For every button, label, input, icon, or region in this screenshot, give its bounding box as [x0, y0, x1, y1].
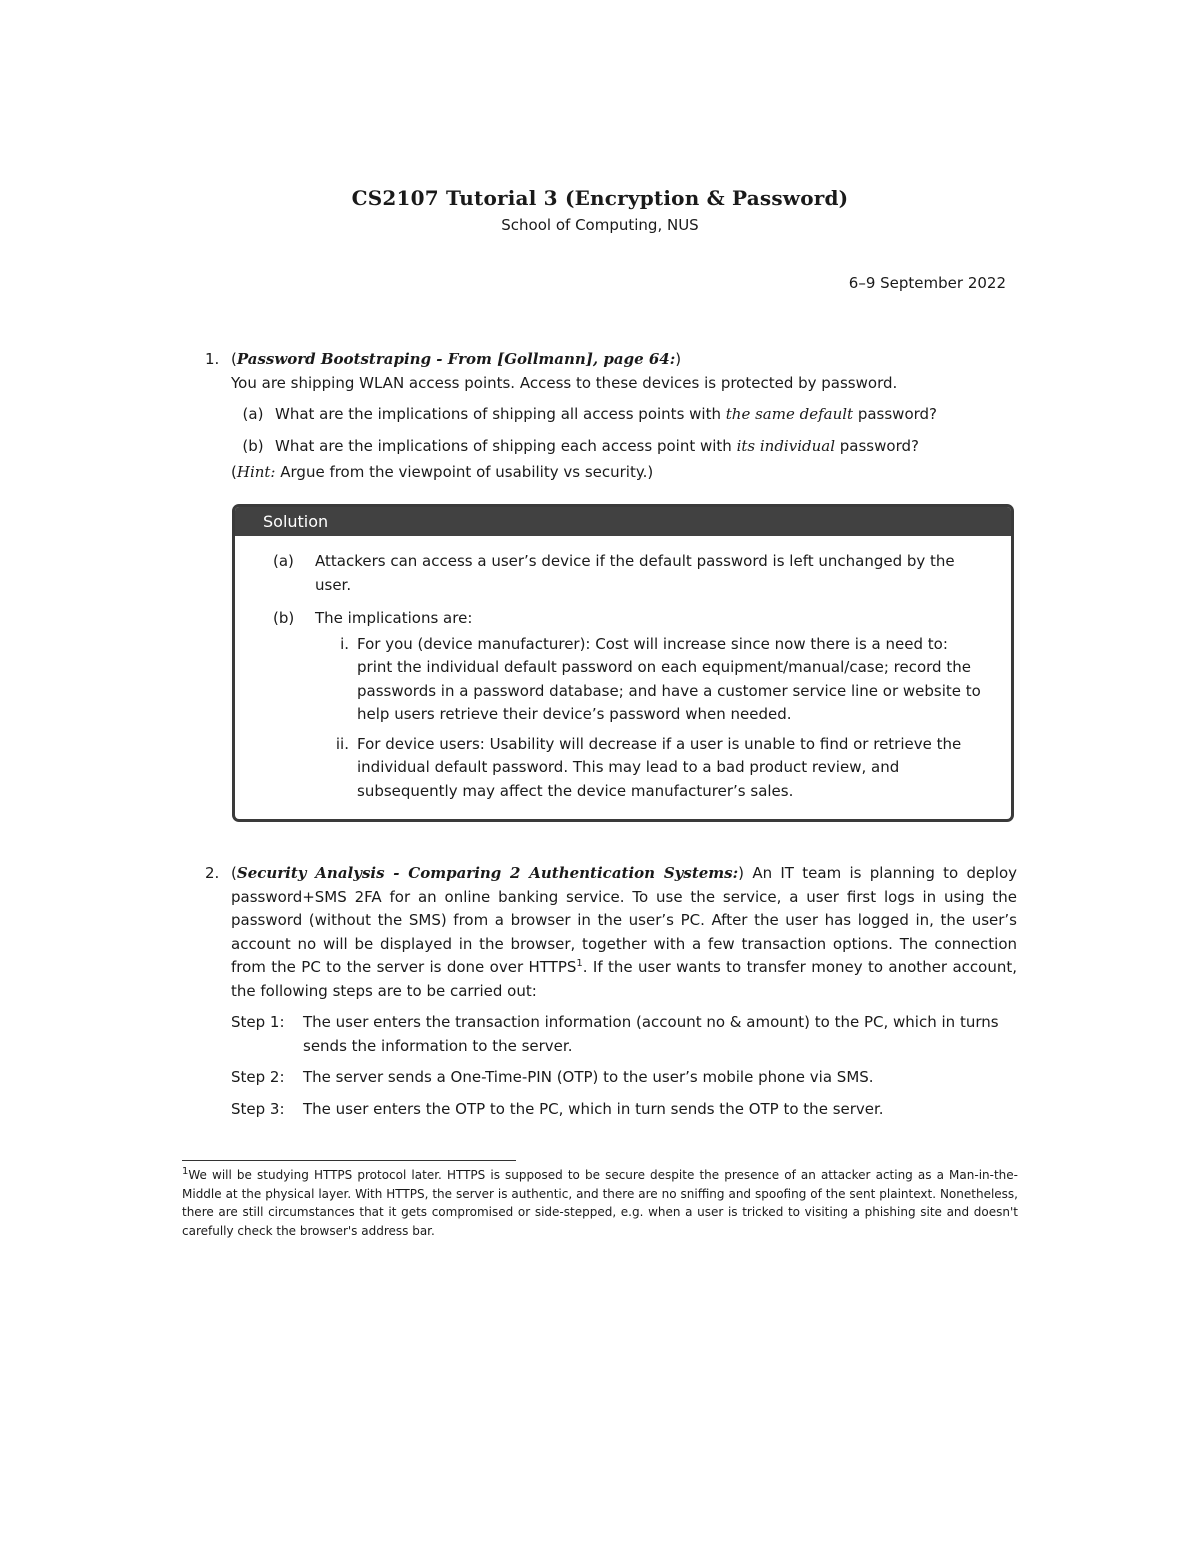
- step-label: Step 2:: [231, 1068, 285, 1086]
- solution-box: [232, 504, 1014, 822]
- text-run: . If the user wants to transfer money to another account, the following steps are to be carried out:: [231, 958, 1018, 1000]
- solution-text: The implications are:: [315, 609, 473, 627]
- text-run: An IT team is planning to deploy password+SMS 2FA for an online banking service. To use the service, a user first logs in using the password (without the SMS) from a browser in the user’s PC. After the user has logged in, the user’s account no will be displayed in the browser, together with a few transaction options. The connection from the PC to the server is done over HTTPS: [231, 864, 1017, 976]
- sub-question-a: [231, 403, 1017, 427]
- question-title: Password Bootstraping - From [Gollmann], page 64:: [236, 350, 676, 368]
- step-item: [231, 1011, 1017, 1058]
- question-intro: You are shipping WLAN access points. Access to these devices is protected by password.: [231, 373, 898, 392]
- question-number: 1.: [205, 350, 220, 368]
- text-run: password?: [835, 436, 919, 455]
- subitem-label: ii.: [335, 734, 349, 753]
- solution-label: (b): [273, 609, 295, 627]
- title-block: [0, 186, 1200, 234]
- footnote-mark: 1: [576, 958, 583, 969]
- subitem-text: For you (device manufacturer): Cost will increase since now there is a need to: print the individual default password on each equipment/manual/case; record the passwords in a password database; and have a customer service line or website to help users retrieve their device’s password when needed.: [357, 634, 981, 723]
- document-subtitle: School of Computing, NUS: [501, 216, 699, 234]
- sub-question-label: (b): [242, 436, 264, 455]
- document-date: 6–9 September 2022: [848, 274, 1006, 292]
- paren: ): [675, 350, 682, 368]
- question-number: 2.: [205, 864, 220, 882]
- footnote-text: We will be studying HTTPS protocol later. HTTPS is supposed to be secure despite the presence of an attacker acting as a Man-in-the-Middle at the physical layer. With HTTPS, the server is authentic, and there are no sniffing and spoofing of the sent plaintext. Nonetheless, there are still circumstances that it gets compromised or side-stepped, e.g. when a user is tricked to visiting a phishing site and doesn't carefully check the browser's address bar.: [182, 1168, 1018, 1238]
- step-text: The server sends a One-Time-PIN (OTP) to the user’s mobile phone via SMS.: [303, 1068, 874, 1086]
- sub-question-text: [275, 403, 1017, 427]
- step-item: [231, 1066, 1017, 1090]
- subitem-label: i.: [340, 634, 349, 653]
- question-title: Security Analysis - Comparing 2 Authentication Systems:: [236, 864, 739, 882]
- solution-label: (a): [273, 552, 294, 570]
- text-run: What are the implications of shipping each access point with: [275, 436, 737, 455]
- steps-list: [205, 1011, 1017, 1121]
- footnote: [182, 1166, 1018, 1240]
- paren: (: [231, 350, 237, 368]
- question-heading: [231, 348, 1017, 372]
- step-label: Step 1:: [231, 1013, 285, 1031]
- question-2: [205, 862, 1017, 1121]
- document-title: CS2107 Tutorial 3 (Encryption & Password): [351, 186, 849, 210]
- question-paragraph: [231, 862, 1017, 1003]
- solution-item-b: [273, 607, 987, 809]
- solution-item-a: [273, 550, 987, 597]
- footnote-mark: 1: [182, 1166, 189, 1177]
- hint-label: Hint:: [236, 463, 276, 481]
- hint-text: Argue from the viewpoint of usability vs security.): [275, 463, 654, 481]
- paren: ): [738, 864, 745, 882]
- step-text: The user enters the OTP to the PC, which in turn sends the OTP to the server.: [303, 1099, 884, 1118]
- solution-text: Attackers can access a user’s device if the default password is left unchanged by the user.: [315, 552, 955, 594]
- emphasis: the same default: [725, 405, 854, 423]
- paren: (: [231, 864, 237, 882]
- step-item: [231, 1098, 1017, 1122]
- paren: (: [231, 463, 237, 481]
- hint: [231, 461, 1017, 485]
- step-label: Step 3:: [231, 1099, 285, 1118]
- solution-title: Solution: [235, 507, 1011, 536]
- question-1: [205, 348, 1017, 485]
- text-run: password?: [853, 405, 938, 423]
- sub-question-text: [275, 435, 1017, 459]
- sub-question-label: (a): [242, 405, 264, 423]
- footnote-divider: [182, 1160, 516, 1161]
- solution-subitem-i: [315, 633, 987, 727]
- solution-body: [235, 536, 1011, 809]
- sub-question-b: [231, 435, 1017, 459]
- emphasis: its individual: [736, 436, 836, 455]
- solution-subitem-ii: [315, 733, 987, 804]
- step-text: The user enters the transaction information (account no & amount) to the PC, which in turns sends the information to the server.: [303, 1013, 999, 1055]
- subitem-text: For device users: Usability will decrease if a user is unable to find or retrieve the individual default password. This may lead to a bad product review, and subsequently may affect the device manufacturer’s sales.: [357, 734, 962, 800]
- text-run: What are the implications of shipping all access points with: [275, 405, 726, 423]
